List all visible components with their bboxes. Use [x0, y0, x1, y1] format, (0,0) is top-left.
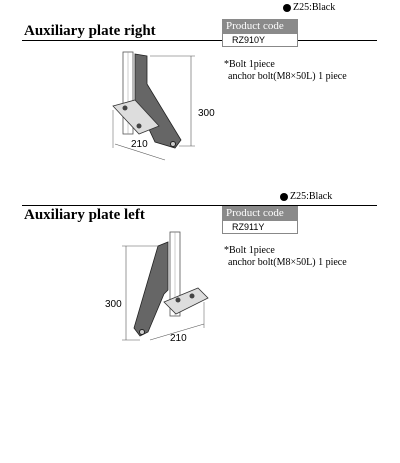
- product-code-value: RZ911Y: [222, 221, 298, 234]
- product-title: Auxiliary plate right: [24, 23, 156, 39]
- anchor-bolt-note: anchor bolt(M8×50L) 1 piece: [228, 71, 347, 82]
- width-dimension: 210: [131, 139, 148, 150]
- finish-label: Z25:Black: [283, 2, 335, 14]
- finish-label: Z25:Black: [280, 191, 332, 203]
- bolt-note: *Bolt 1piece: [224, 245, 275, 256]
- product-code-box: [222, 19, 298, 47]
- auxiliary-plate-right-drawing: [95, 48, 225, 166]
- title-rule: [22, 205, 377, 206]
- product-code-header: Product code: [222, 206, 298, 221]
- width-dimension: 210: [170, 333, 187, 344]
- black-swatch-icon: [280, 193, 288, 201]
- title-rule: [22, 40, 377, 41]
- product-title: Auxiliary plate left: [24, 207, 145, 223]
- height-dimension: 300: [198, 108, 215, 119]
- anchor-bolt-note: anchor bolt(M8×50L) 1 piece: [228, 257, 347, 268]
- black-swatch-icon: [283, 4, 291, 12]
- bolt-note: *Bolt 1piece: [224, 59, 275, 70]
- product-code-value: RZ910Y: [222, 34, 298, 47]
- product-code-header: Product code: [222, 19, 298, 34]
- product-code-box: [222, 206, 298, 234]
- height-dimension: 300: [105, 299, 122, 310]
- auxiliary-plate-left-drawing: [100, 228, 225, 353]
